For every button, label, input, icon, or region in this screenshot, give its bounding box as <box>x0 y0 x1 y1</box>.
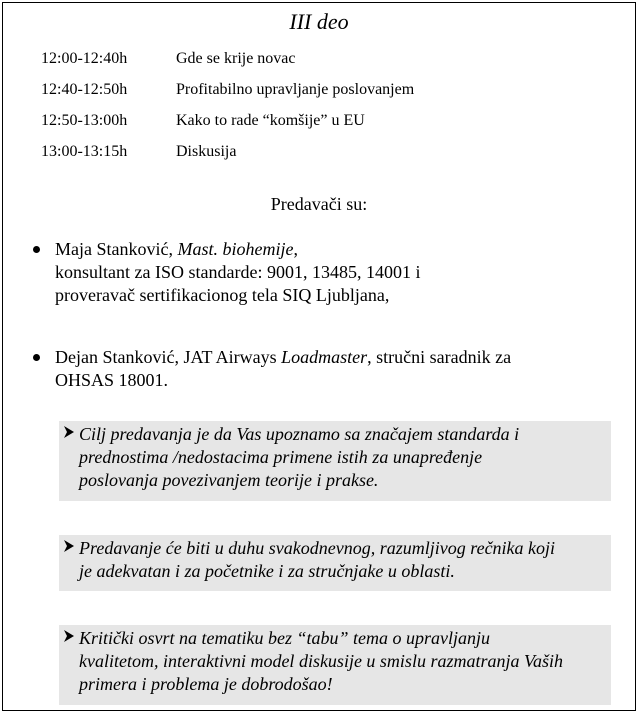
speaker-title: Loadmaster <box>281 347 368 367</box>
arrow-bullet-icon <box>63 629 75 643</box>
speaker-name: Dejan Stanković, JAT Airways <box>55 347 282 367</box>
section-title: III deo <box>289 9 349 34</box>
speakers-heading: Predavači su: <box>270 194 368 214</box>
speaker-title: Mast. biohemije <box>177 239 294 259</box>
schedule-topic: Gde se krije novac <box>176 50 296 67</box>
note-box <box>59 535 611 591</box>
speaker-line: OHSAS 18001. <box>55 370 169 390</box>
speaker-line: konsultant za ISO standarde: 9001, 13485, 14001 i <box>55 262 421 282</box>
schedule-topic: Profitabilno upravljanje poslovanjem <box>176 81 415 98</box>
schedule-row <box>3 111 635 131</box>
speaker-entry <box>55 346 625 392</box>
note-line: Predavanje će biti u duhu svakodnevnog, razumljivog rečnika koji <box>79 538 556 558</box>
speaker-title-tail: , stručni saradnik za <box>367 347 512 367</box>
document-page <box>2 2 636 711</box>
bullet-dot-icon <box>33 354 40 361</box>
schedule-topic: Diskusija <box>176 143 237 160</box>
schedule-row <box>3 80 635 100</box>
note-line: primera i problema je dobrodošao! <box>79 674 333 694</box>
note-line: prednostima /nedostacima primene istih za unapređenje <box>79 447 483 467</box>
schedule-time: 12:00-12:40h <box>41 50 128 67</box>
schedule-row <box>3 142 635 162</box>
bullet-dot-icon <box>33 246 40 253</box>
note-line: je adekvatan i za početnike i za stručnjake u oblasti. <box>79 561 455 581</box>
schedule-row <box>3 49 635 69</box>
note-line: Cilj predavanja je da Vas upoznamo sa značajem standarda i <box>79 424 520 444</box>
speaker-entry <box>55 238 625 307</box>
speaker-line <box>55 238 625 261</box>
speaker-title-tail: , <box>293 239 298 259</box>
schedule-time: 12:40-12:50h <box>41 81 128 98</box>
schedule-topic: Kako to rade “komšije” u EU <box>176 112 365 129</box>
schedule-time: 12:50-13:00h <box>41 112 128 129</box>
note-box <box>59 421 611 501</box>
speaker-line <box>55 346 625 369</box>
note-line: poslovanja povezivanjem teorije i prakse. <box>79 470 379 490</box>
arrow-bullet-icon <box>63 539 75 553</box>
speaker-line: proveravač sertifikacionog tela SIQ Ljubljana, <box>55 285 390 305</box>
note-line: kvalitetom, interaktivni model diskusije u smislu razmatranja Vaših <box>79 651 563 671</box>
speaker-name: Maja Stanković, <box>55 239 178 259</box>
arrow-bullet-icon <box>63 425 75 439</box>
note-line: Kritički osvrt na tematiku bez “tabu” tema o upravljanju <box>79 628 490 648</box>
schedule-time: 13:00-13:15h <box>41 143 128 160</box>
note-box <box>59 625 611 705</box>
